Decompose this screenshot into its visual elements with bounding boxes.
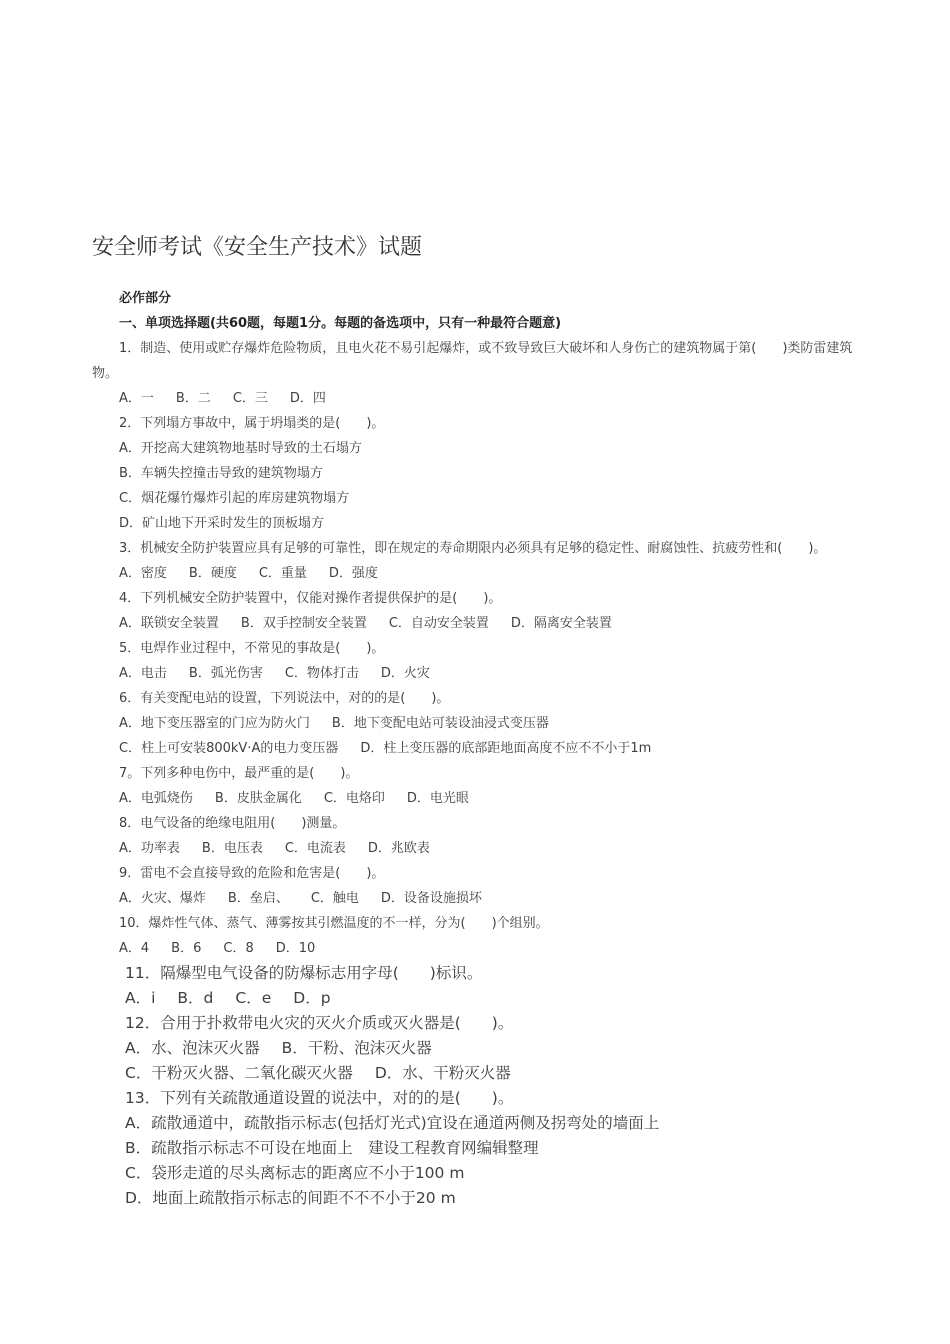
answer-option: A．水、泡沫灭火器: [125, 1039, 260, 1057]
question-text: 9．雷电不会直接导致的危险和危害是( )。: [119, 866, 385, 881]
option-row: [92, 1111, 862, 1136]
answer-option: D．矿山地下开采时发生的顶板塌方: [119, 516, 325, 531]
answer-option: B．干粉、泡沫灭火器: [281, 1039, 432, 1057]
answer-option: C．物体打击: [284, 666, 359, 681]
question-text: 1．制造、使用或贮存爆炸危险物质，且电火花不易引起爆炸，或不致导致巨大破坏和人身伤亡的建筑物属于第( )类防雷建筑物。: [92, 341, 853, 381]
answer-option: A．电击: [119, 666, 167, 681]
answer-option: D．四: [289, 391, 326, 406]
document-title: 安全师考试《安全生产技术》试题: [92, 235, 423, 260]
answer-option: A．开挖高大建筑物地基时导致的土石塌方: [119, 441, 362, 456]
answer-option: A．密度: [119, 566, 167, 581]
question-text: 3．机械安全防护装置应具有足够的可靠性，即在规定的寿命期限内必须具有足够的稳定性、耐腐蚀性、抗疲劳性和( )。: [119, 541, 827, 556]
option-row: [92, 711, 862, 736]
option-row: [92, 986, 862, 1011]
answer-option: D．p: [293, 989, 331, 1007]
question-text: 7。下列多种电伤中，最严重的是( )。: [119, 766, 359, 781]
answer-option: D．柱上变压器的底部距地面高度不应不不小于1m: [360, 741, 652, 756]
answer-option: D．火灾: [380, 666, 430, 681]
answer-option: C．三: [232, 391, 268, 406]
question-text: 10．爆炸性气体、蒸气、薄雾按其引燃温度的不一样，分为( )个组别。: [119, 916, 549, 931]
answer-option: A．4: [119, 941, 150, 956]
question-text: 5．电焊作业过程中，不常见的事故是( )。: [119, 641, 385, 656]
answer-option: D．隔离安全装置: [510, 616, 612, 631]
answer-option: C．触电: [310, 891, 359, 906]
answer-option: A．i: [125, 989, 156, 1007]
answer-option: C．干粉灭火器、二氧化碳灭火器: [125, 1064, 353, 1082]
option-row: [92, 436, 862, 461]
option-row: [92, 486, 862, 511]
answer-option: C．自动安全装置: [388, 616, 489, 631]
answer-option: C．电流表: [284, 841, 346, 856]
option-row: [92, 936, 862, 961]
answer-option: B．电压表: [201, 841, 263, 856]
answer-option: B．二: [175, 391, 211, 406]
answer-option: D．地面上疏散指示标志的间距不不不小于20 m: [125, 1189, 456, 1207]
option-row: [92, 1186, 862, 1211]
option-row: [92, 836, 862, 861]
answer-option: B．疏散指示标志不可设在地面上 建设工程教育网编辑整理: [125, 1139, 539, 1157]
answer-option: D．兆欧表: [367, 841, 430, 856]
question-text: 12．合用于扑救带电火灾的灭火介质或灭火器是( )。: [125, 1014, 514, 1032]
answer-option: A．一: [119, 391, 154, 406]
question-text: 11．隔爆型电气设备的防爆标志用字母( )标识。: [125, 964, 483, 982]
answer-option: A．联锁安全装置: [119, 616, 219, 631]
answer-option: D．电光眼: [406, 791, 469, 806]
answer-option: C．e: [235, 989, 272, 1007]
answer-option: C．袋形走道的尽头离标志的距离应不小于100 m: [125, 1164, 465, 1182]
answer-option: C．重量: [258, 566, 307, 581]
option-row: [92, 511, 862, 536]
option-row: [92, 661, 862, 686]
answer-option: D．10: [275, 941, 316, 956]
answer-option: A．功率表: [119, 841, 180, 856]
answer-option: B．地下变配电站可装设油浸式变压器: [331, 716, 549, 731]
question-text: 13．下列有关疏散通道设置的说法中，对的的是( )。: [125, 1089, 514, 1107]
option-row: [92, 886, 862, 911]
answer-option: B．硬度: [188, 566, 237, 581]
option-row: [92, 1036, 862, 1061]
answer-option: C．8: [223, 941, 254, 956]
question-text: 4．下列机械安全防护装置中，仅能对操作者提供保护的是( )。: [119, 591, 502, 606]
question-list-large: [92, 961, 862, 1211]
option-row: [92, 736, 862, 761]
question-text: 2．下列塌方事故中，属于坍塌类的是( )。: [119, 416, 385, 431]
answer-option: B．d: [177, 989, 214, 1007]
answer-option: A．火灾、爆炸: [119, 891, 206, 906]
option-row: [92, 386, 862, 411]
answer-option: A．地下变压器室的门应为防火门: [119, 716, 310, 731]
answer-option: A．电弧烧伤: [119, 791, 193, 806]
answer-option: C．柱上可安装800kV·A的电力变压器: [119, 741, 339, 756]
option-row: [92, 1161, 862, 1186]
option-row: [92, 611, 862, 636]
answer-option: B．垒启、: [227, 891, 289, 906]
option-row: [92, 786, 862, 811]
answer-option: B．车辆失控撞击导致的建筑物塌方: [119, 466, 323, 481]
answer-option: B．弧光伤害: [188, 666, 263, 681]
section-heading: 一、单项选择题(共60题，每题1分。每题的备选项中，只有一种最符合题意): [119, 316, 562, 331]
answer-option: B．6: [171, 941, 202, 956]
section-label: 必作部分: [119, 291, 172, 306]
option-row: [92, 461, 862, 486]
question-text: 8．电气设备的绝缘电阻用( )测量。: [119, 816, 346, 831]
question-list: [92, 336, 862, 961]
answer-option: D．水、干粉灭火器: [374, 1064, 511, 1082]
option-row: [92, 1061, 862, 1086]
answer-option: C．烟花爆竹爆炸引起的库房建筑物塌方: [119, 491, 350, 506]
answer-option: B．皮肤金属化: [214, 791, 302, 806]
answer-option: B．双手控制安全装置: [240, 616, 367, 631]
answer-option: A．疏散通道中，疏散指示标志(包括灯光式)宜设在通道两侧及拐弯处的墙面上: [125, 1114, 660, 1132]
answer-option: D．设备设施损坏: [380, 891, 482, 906]
option-row: [92, 561, 862, 586]
answer-option: D．强度: [328, 566, 378, 581]
question-text: 6．有关变配电站的设置，下列说法中，对的的是( )。: [119, 691, 450, 706]
answer-option: C．电烙印: [323, 791, 385, 806]
exam-content: [92, 286, 862, 1211]
option-row: [92, 1136, 862, 1161]
